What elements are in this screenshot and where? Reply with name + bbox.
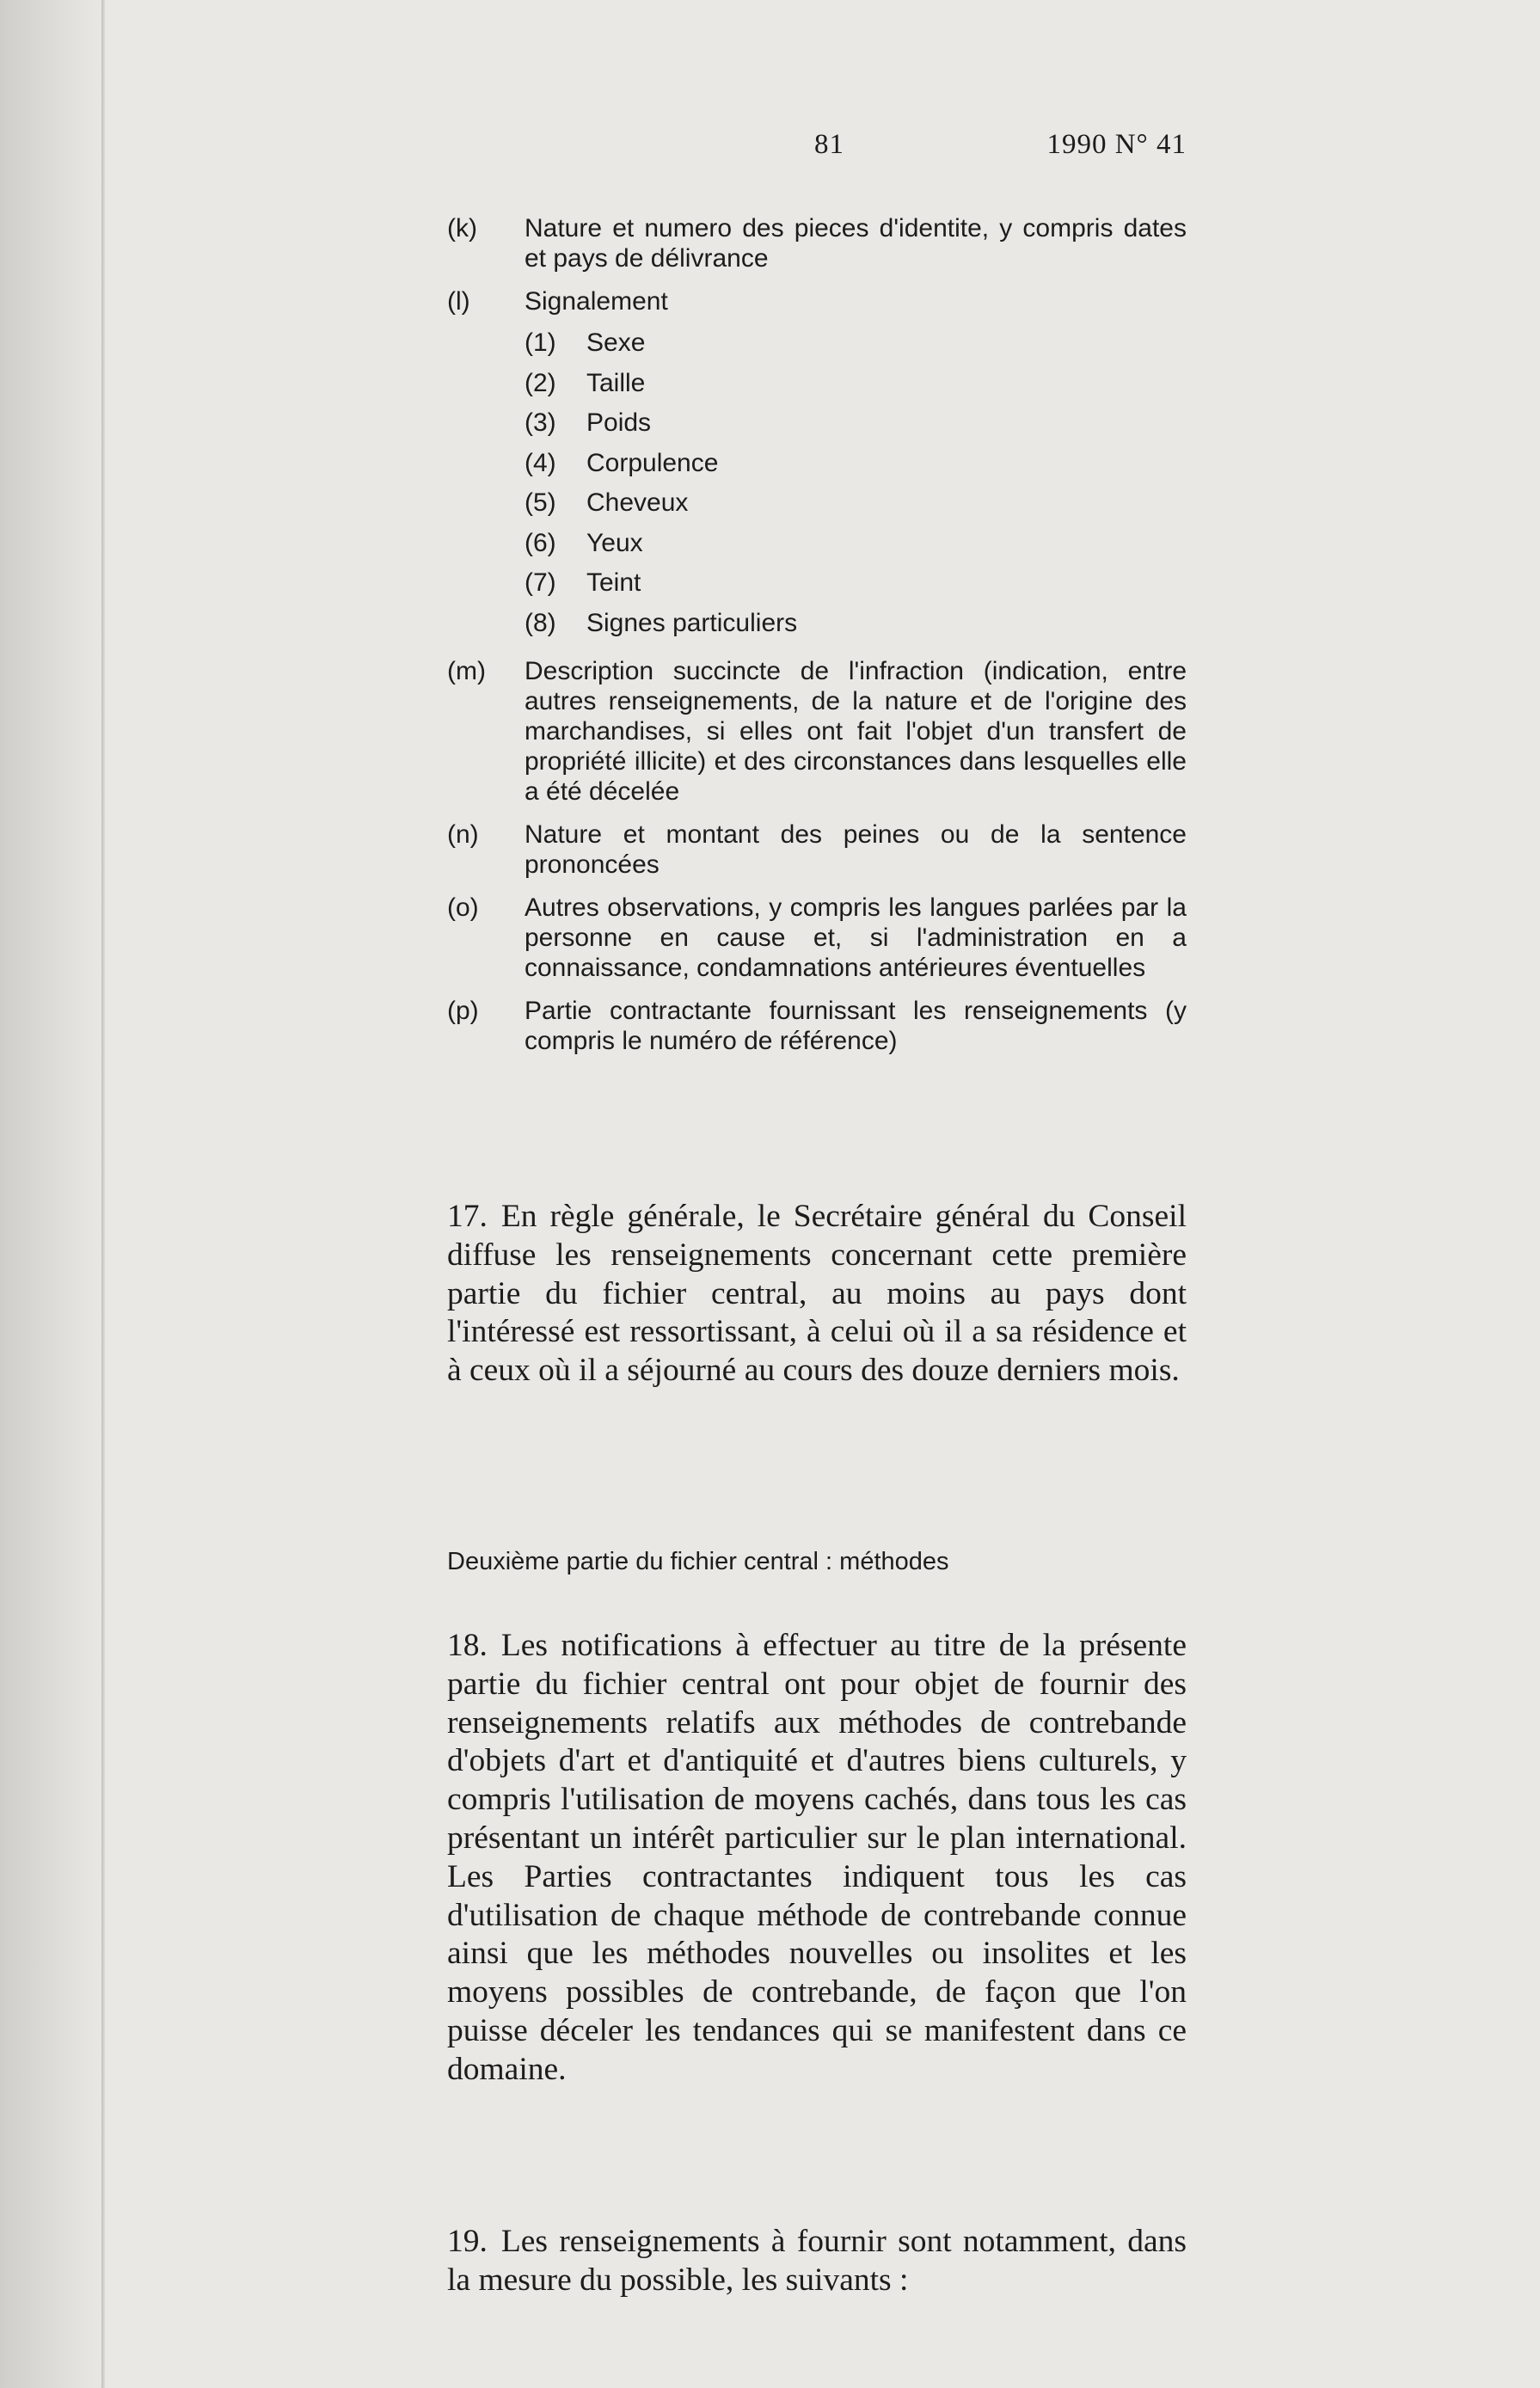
item-label: (o) [447, 893, 479, 922]
list-item-k [447, 213, 1187, 273]
item-text: Partie contractante fournissant les renseignements (y compris le numéro de référence) [525, 997, 1187, 1055]
item-text: Description succincte de l'infraction (indication, entre autres renseignements, de la nature et de l'origine des marchandises, si elles ont fait l'objet d'un transfert de propriété illicite) et des circonstances dans lesquelles elle a été décelée [525, 657, 1187, 806]
page-number: 81 [814, 129, 844, 160]
sublist-number: (3) [525, 408, 556, 437]
sublist-item [525, 364, 1187, 404]
page-gutter-shadow [0, 0, 112, 2388]
sublist-item [525, 524, 1187, 564]
item-body [525, 286, 1187, 643]
paragraph-number: 18. [447, 1628, 488, 1663]
item-label: (m) [447, 657, 486, 685]
list-item-p [447, 996, 1187, 1056]
binding-line [101, 0, 105, 2388]
sublist-text: Cheveux [586, 488, 689, 517]
sublist-number: (5) [525, 488, 556, 517]
sublist-item [525, 323, 1187, 364]
paragraph-18 [447, 1627, 1187, 2090]
document-page [447, 0, 1187, 2388]
sublist-text: Signes particuliers [586, 608, 798, 637]
sublist-number: (2) [525, 368, 556, 397]
sublist-number: (1) [525, 328, 556, 357]
item-label: (k) [447, 214, 477, 242]
paragraph-text: Les renseignements à fournir sont notamment, dans la mesure du possible, les suivants : [447, 2224, 1187, 2298]
item-text: Signalement [525, 287, 668, 316]
sublist-item [525, 403, 1187, 444]
paragraph-19 [447, 2223, 1187, 2300]
list-item-n [447, 820, 1187, 880]
item-label: (p) [447, 997, 479, 1025]
item-label: (n) [447, 820, 479, 849]
item-text: Nature et numero des pieces d'identite, y compris dates et pays de délivrance [525, 214, 1187, 273]
paragraph-text: Les notifications à effectuer au titre de la présente partie du fichier central ont pour objet de fournir des renseignements relatifs aux méthodes de contrebande d'objets d'art et d'antiquité et d'autres biens culturels, y compris l'utilisation de moyens cachés, dans tous les cas présentant un intérêt particulier sur le plan international. Les Parties contractantes indiquent tous les cas d'utilisation de chaque méthode de contrebande connue ainsi que les méthodes nouvelles ou insolites et les moyens possibles de contrebande, de façon que l'on puisse déceler les tendances qui se manifestent dans ce domaine. [447, 1628, 1187, 2087]
description-sublist [525, 323, 1187, 643]
sublist-text: Taille [586, 368, 646, 397]
item-list [447, 213, 1187, 1069]
item-label: (l) [447, 287, 470, 316]
item-text: Autres observations, y compris les langues parlées par la personne en cause et, si l'administration en a connaissance, condamnations antérieures éventuelles [525, 893, 1187, 982]
sublist-number: (8) [525, 608, 556, 637]
sublist-text: Teint [586, 568, 641, 597]
section-heading: Deuxième partie du fichier central : méthodes [447, 1548, 949, 1575]
list-item-m [447, 656, 1187, 807]
sublist-text: Corpulence [586, 448, 719, 477]
paragraph-17 [447, 1198, 1187, 1390]
sublist-number: (7) [525, 568, 556, 597]
list-item-o [447, 893, 1187, 983]
page-header [447, 129, 1187, 163]
sublist-item [525, 483, 1187, 524]
sublist-text: Yeux [586, 528, 643, 557]
sublist-number: (6) [525, 528, 556, 557]
paragraph-number: 19. [447, 2224, 488, 2259]
sublist-text: Poids [586, 408, 652, 437]
sublist-item [525, 604, 1187, 644]
paragraph-text: En règle générale, le Secrétaire général du Conseil diffuse les renseignements concernant cette première partie du fichier central, au moins au pays dont l'intéressé est ressortissant, à celui où il a sa résidence et à ceux où il a séjourné au cours des douze derniers mois. [447, 1199, 1187, 1389]
sublist-item [525, 563, 1187, 604]
sublist-number: (4) [525, 448, 556, 477]
item-text: Nature et montant des peines ou de la sentence prononcées [525, 820, 1187, 879]
sublist-item [525, 444, 1187, 484]
list-item-l [447, 286, 1187, 643]
sublist-text: Sexe [586, 328, 646, 357]
issue-number: 1990 N° 41 [1046, 129, 1187, 160]
paragraph-number: 17. [447, 1199, 488, 1234]
